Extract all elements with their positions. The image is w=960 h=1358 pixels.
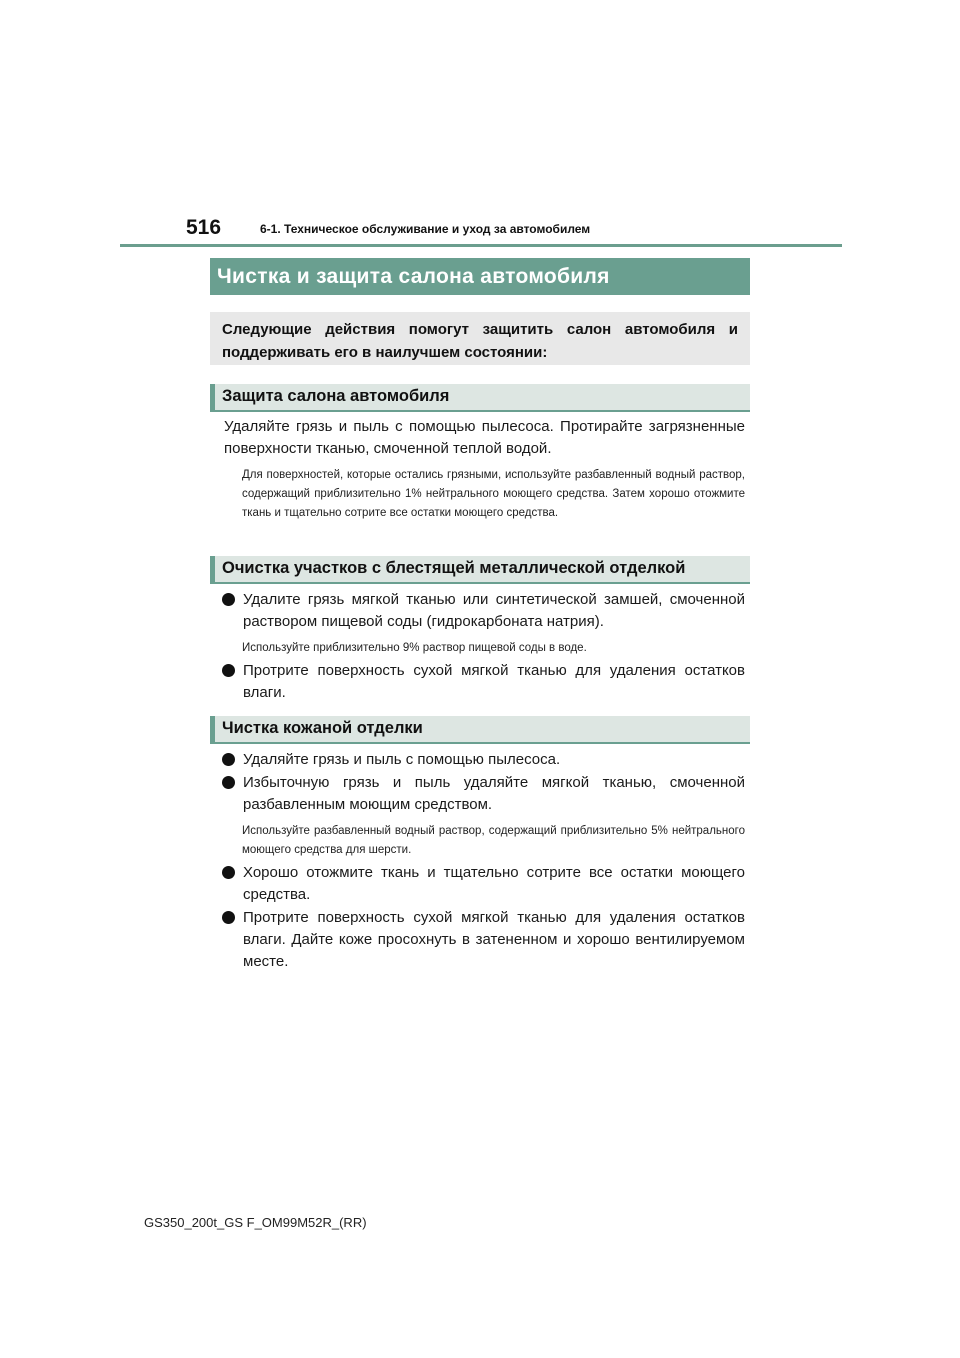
- bullet-icon: [222, 664, 235, 677]
- list-item-text: Протрите поверхность сухой мягкой тканью для удаления остатков влаги. Дайте коже просохнуть в затененном и хорошо вентилируемом месте.: [243, 909, 745, 970]
- bullet-icon: [222, 753, 235, 766]
- bullet-icon: [222, 911, 235, 924]
- intro-box: Следующие действия помогут защитить салон автомобиля и поддерживать его в наилучшем состоянии:: [210, 312, 750, 365]
- bullet-icon: [222, 776, 235, 789]
- bullet-icon: [222, 593, 235, 606]
- page-number: 516: [186, 216, 222, 239]
- list-item-text: Удалите грязь мягкой тканью или синтетической замшей, смоченной раствором пищевой соды (гидрокарбоната натрия).: [243, 591, 745, 630]
- document-code: GS350_200t_GS F_OM99M52R_(RR): [144, 1215, 367, 1230]
- header-divider: [120, 244, 842, 247]
- section-paragraph: Удаляйте грязь и пыль с помощью пылесоса. Протирайте загрязненные поверхности тканью, смоченной теплой водой.: [224, 418, 745, 457]
- section-heading-metal-finish: [210, 556, 750, 584]
- page-title: Чистка и защита салона автомобиля: [210, 258, 750, 295]
- section-note: Используйте разбавленный водный раствор, содержащий приблизительно 5% нейтрального моющего средства для шерсти.: [242, 825, 745, 856]
- section-accent-bar: [210, 716, 215, 744]
- section-accent-bar: [210, 556, 215, 584]
- section-title: Защита салона автомобиля: [222, 387, 450, 405]
- list-item-text: Удаляйте грязь и пыль с помощью пылесоса.: [243, 751, 561, 768]
- section-accent-bar: [210, 384, 215, 412]
- section-heading-leather: [210, 716, 750, 744]
- page-header: [120, 214, 842, 246]
- section-heading-interior-protection: [210, 384, 750, 412]
- list-item-text: Избыточную грязь и пыль удаляйте мягкой тканью, смоченной разбавленным моющим средством.: [243, 774, 745, 813]
- section-note: Для поверхностей, которые остались грязными, используйте разбавленный водный раствор, содержащий приблизительно 1% нейтрального моющего средства. Затем хорошо отожмите ткань и тщательно сотрите все остатки моющего средства.: [242, 469, 745, 519]
- section-note: Используйте приблизительно 9% раствор пищевой соды в воде.: [242, 642, 587, 654]
- section-title: Очистка участков с блестящей металлической отделкой: [222, 559, 686, 577]
- list-item-text: Хорошо отожмите ткань и тщательно сотрите все остатки моющего средства.: [243, 864, 745, 903]
- bullet-icon: [222, 866, 235, 879]
- chapter-title: 6-1. Техническое обслуживание и уход за автомобилем: [260, 222, 591, 236]
- section-title: Чистка кожаной отделки: [222, 719, 423, 737]
- list-item-text: Протрите поверхность сухой мягкой тканью для удаления остатков влаги.: [243, 662, 745, 701]
